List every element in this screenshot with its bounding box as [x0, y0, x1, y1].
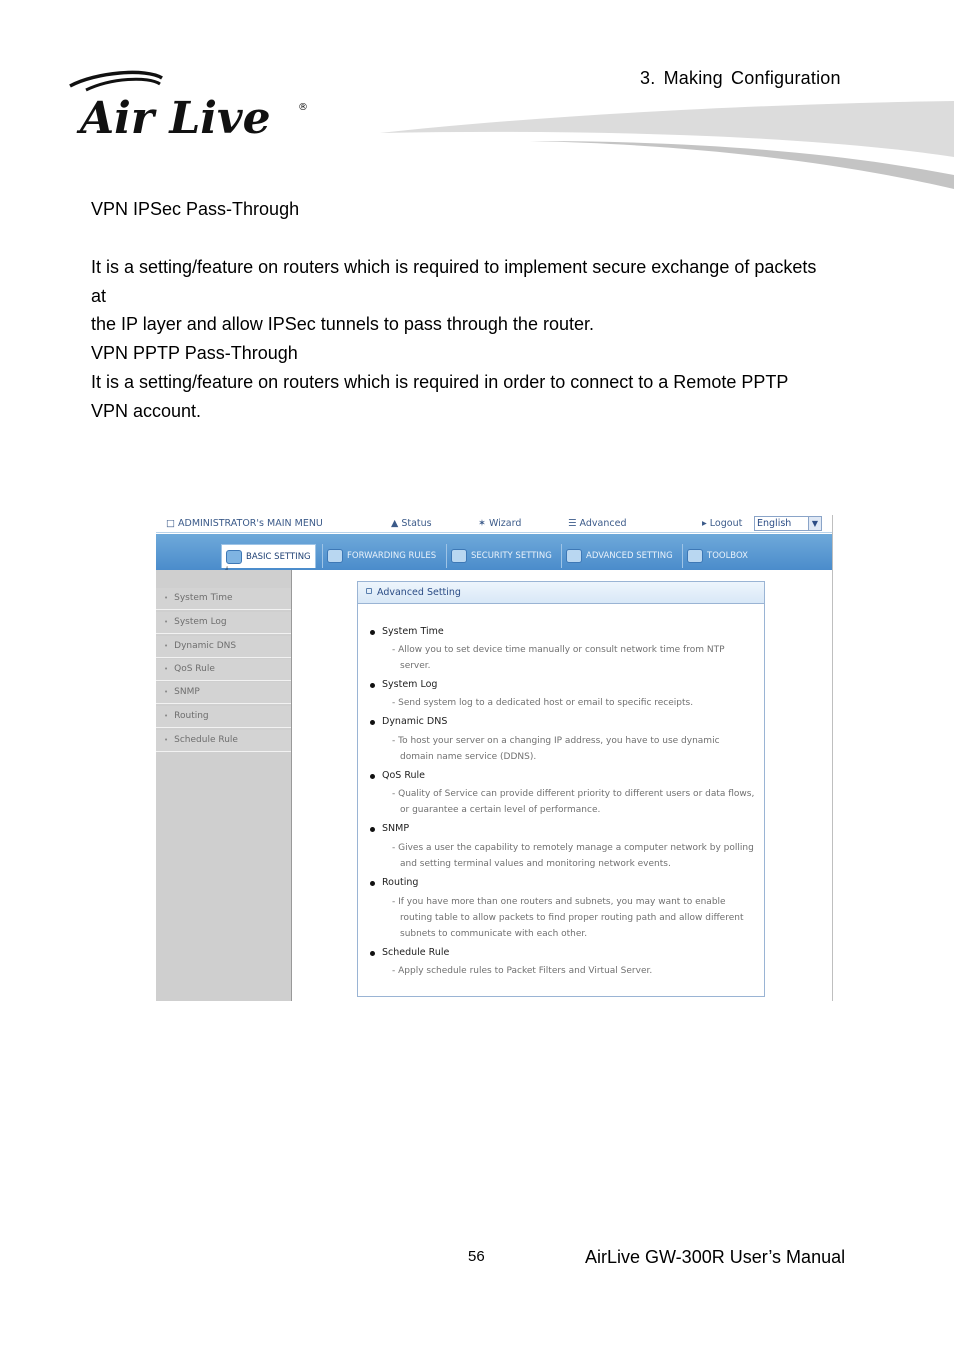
section-title-schedule-rule: Schedule Rule	[382, 947, 449, 958]
advanced-setting-panel	[357, 581, 765, 997]
paragraph-ipsec-line2: at	[91, 286, 107, 306]
section-title-snmp: SNMP	[382, 823, 409, 834]
sidebar-item-dynamic-dns[interactable]: • Dynamic DNS	[156, 636, 291, 658]
section-desc-schedule-rule-1: - Apply schedule rules to Packet Filters and Virtual Server.	[392, 966, 653, 976]
section-desc-snmp-2: and setting terminal values and monitoring network events.	[400, 859, 671, 869]
paragraph-pptp-line1: It is a setting/feature on routers which is required in order to connect to a Remote PPTP	[91, 372, 789, 392]
chapter-title: 3. Making Configuration	[640, 68, 841, 88]
basic-setting-icon	[226, 550, 242, 564]
tab-advanced-setting[interactable]: ADVANCED SETTING	[561, 544, 677, 568]
section-desc-routing-1: - If you have more than one routers and subnets, you may want to enable	[392, 897, 726, 907]
section-desc-dynamic-dns-2: domain name service (DDNS).	[400, 752, 537, 762]
forwarding-rules-icon	[327, 549, 343, 563]
sidebar-item-system-time[interactable]: • System Time	[156, 588, 291, 610]
advanced-link[interactable]: ☰ Advanced	[568, 518, 627, 529]
sidebar-item-snmp[interactable]: • SNMP	[156, 682, 291, 704]
paragraph-ipsec-line3: the IP layer and allow IPSec tunnels to pass through the router.	[91, 314, 594, 334]
router-admin-screenshot	[156, 515, 833, 1001]
section-desc-qos-rule-2: or guarantee a certain level of performance.	[400, 805, 601, 815]
sidebar-item-schedule-rule[interactable]: • Schedule Rule	[156, 730, 291, 752]
tab-security-setting[interactable]: SECURITY SETTING	[446, 544, 556, 568]
paragraph-ipsec-line1: It is a setting/feature on routers which is required to implement secure exchange of packets	[91, 257, 817, 277]
advanced-setting-icon	[566, 549, 582, 563]
sidebar-item-system-log[interactable]: • System Log	[156, 612, 291, 634]
section-title-system-time: System Time	[382, 626, 444, 637]
section-title-qos-rule: QoS Rule	[382, 770, 425, 781]
page-number: 56	[468, 1248, 485, 1265]
section-desc-routing-3: subnets to communicate with each other.	[400, 929, 588, 939]
section-title-dynamic-dns: Dynamic DNS	[382, 716, 447, 727]
panel-title: Advanced Setting	[358, 582, 764, 604]
tab-toolbox[interactable]: TOOLBOX	[682, 544, 752, 568]
chevron-down-icon[interactable]: ▼	[808, 517, 821, 530]
router-topbar	[156, 515, 833, 533]
router-sidebar	[156, 570, 292, 1001]
wizard-link[interactable]: ✶ Wizard	[478, 518, 522, 529]
paragraph-pptp-line2: VPN account.	[91, 401, 202, 421]
main-menu-label: □ ADMINISTRATOR's MAIN MENU	[166, 518, 323, 529]
svg-text:®: ®	[298, 102, 308, 113]
section-title-routing: Routing	[382, 877, 418, 888]
section-title-system-log: System Log	[382, 679, 437, 690]
heading-pptp: VPN PPTP Pass-Through	[91, 343, 298, 363]
router-nav-bar	[156, 534, 833, 570]
tab-forwarding-rules[interactable]: FORWARDING RULES	[322, 544, 440, 568]
tab-basic-setting[interactable]: BASIC SETTING	[221, 544, 316, 568]
heading-ipsec: VPN IPSec Pass-Through	[91, 199, 300, 219]
section-desc-system-time-2: server.	[400, 661, 431, 671]
svg-text:Air Live: Air Live	[80, 93, 271, 140]
section-desc-system-log-1: - Send system log to a dedicated host or email to specific receipts.	[392, 698, 694, 708]
airlive-logo	[66, 70, 316, 140]
status-link[interactable]: ▲ Status	[391, 518, 432, 529]
header-swoosh-graphic	[380, 95, 954, 195]
section-desc-routing-2: routing table to allow packets to find proper routing path and allow different	[400, 913, 744, 923]
manual-title: AirLive GW-300R User’s Manual	[585, 1247, 846, 1267]
toolbox-icon	[687, 549, 703, 563]
sidebar-item-qos-rule[interactable]: • QoS Rule	[156, 659, 291, 681]
section-desc-system-time-1: - Allow you to set device time manually or consult network time from NTP	[392, 645, 725, 655]
section-desc-snmp-1: - Gives a user the capability to remotely manage a computer network by polling	[392, 843, 754, 853]
language-select[interactable]: English ▼	[754, 516, 822, 531]
security-setting-icon	[451, 549, 467, 563]
logout-link[interactable]: ▸ Logout	[702, 518, 743, 529]
section-desc-qos-rule-1: - Quality of Service can provide different priority to different users or data flows,	[392, 789, 755, 799]
sidebar-item-routing[interactable]: • Routing	[156, 706, 291, 728]
section-desc-dynamic-dns-1: - To host your server on a changing IP address, you have to use dynamic	[392, 736, 720, 746]
